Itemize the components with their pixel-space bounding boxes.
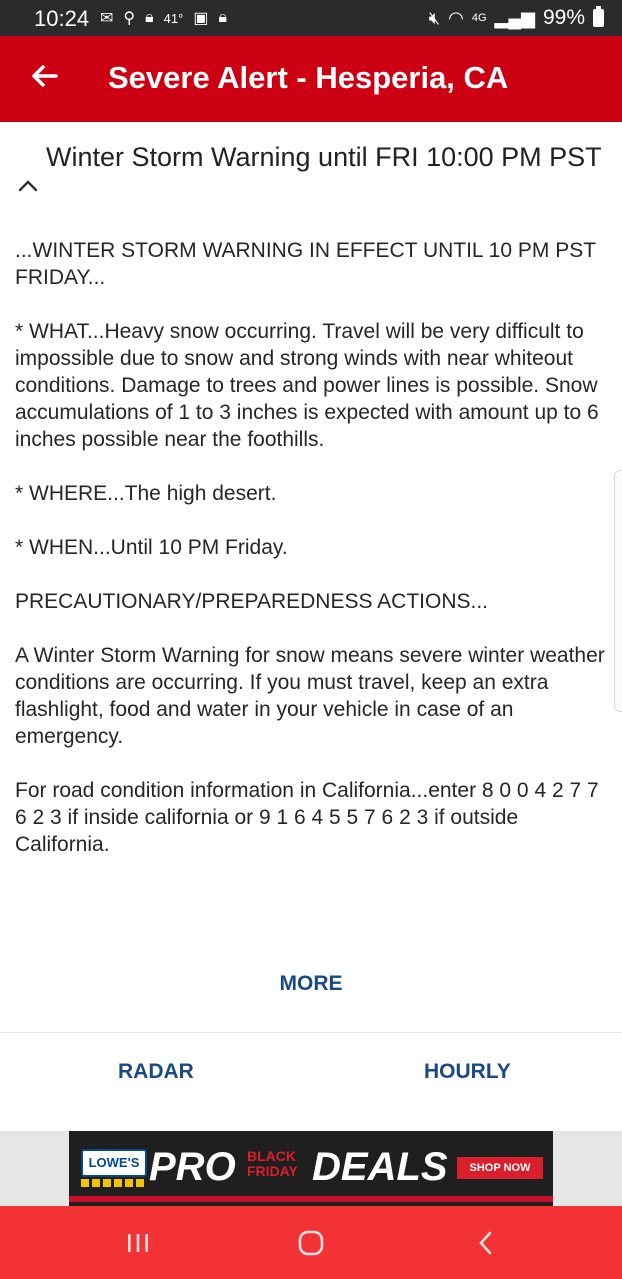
lowes-logo: LOWE'S — [81, 1149, 147, 1177]
status-bar — [0, 0, 622, 36]
alert-body — [15, 237, 610, 885]
lock-icon-2: 🔒︎ — [218, 9, 227, 26]
battery-icon — [593, 9, 604, 27]
ad-banner-area — [0, 1131, 622, 1206]
back-nav-button[interactable] — [466, 1228, 506, 1258]
mute-icon: 🔇︎ — [428, 7, 441, 28]
alert-paragraph: * WHERE...The high desert. — [15, 482, 277, 505]
radar-button[interactable]: RADAR — [118, 1060, 194, 1083]
alert-paragraph: PRECAUTIONARY/PREPAREDNESS ACTIONS... — [15, 590, 488, 613]
home-icon — [297, 1229, 325, 1257]
system-nav-bar — [0, 1206, 622, 1279]
signal-icon: ▂▄▆ — [494, 7, 535, 28]
back-button[interactable] — [26, 56, 66, 96]
temperature-text: 41° — [163, 10, 184, 26]
hourly-button[interactable]: HOURLY — [424, 1060, 511, 1083]
recent-apps-button[interactable] — [118, 1228, 158, 1258]
lock-icon: 🔒︎ — [145, 9, 154, 26]
more-button[interactable]: MORE — [279, 972, 343, 995]
mail-icon: ✉ — [100, 10, 114, 27]
network-type: 4G — [471, 12, 487, 24]
alert-paragraph: ...WINTER STORM WARNING IN EFFECT UNTIL 10 PM PST FRIDAY... — [15, 239, 596, 289]
chevron-up-icon[interactable] — [18, 178, 38, 192]
usb-icon: ⚲ — [123, 10, 136, 27]
status-time: 10:24 — [34, 6, 90, 31]
ad-deals-text: DEALS — [312, 1145, 448, 1189]
ad-banner[interactable] — [69, 1131, 553, 1206]
arrow-left-icon — [26, 56, 66, 96]
divider — [0, 1032, 622, 1033]
gallery-icon: ▣ — [193, 10, 209, 27]
chevron-left-icon — [474, 1229, 498, 1257]
app-bar — [0, 36, 622, 122]
alert-paragraph: A Winter Storm Warning for snow means severe winter weather conditions are occurring. If you must travel, keep an extra flashlight, food and water in your vehicle in case of an emergency. — [15, 644, 605, 748]
alert-paragraph: For road condition information in California...enter 8 0 0 4 2 7 7 6 2 3 if inside california or 9 1 6 4 5 5 7 6 2 3 if outside California. — [15, 779, 599, 856]
alert-title: Winter Storm Warning until FRI 10:00 PM PST — [46, 142, 602, 172]
shop-now-button[interactable]: SHOP NOW — [457, 1157, 543, 1179]
battery-percent: 99% — [542, 6, 585, 29]
edge-panel-handle[interactable] — [614, 470, 622, 712]
ad-stripe — [69, 1196, 553, 1202]
logo-stripes — [81, 1179, 147, 1187]
ad-pro-text: PRO — [149, 1145, 236, 1189]
alert-paragraph: * WHEN...Until 10 PM Friday. — [15, 536, 288, 559]
page-title: Severe Alert - Hesperia, CA — [108, 60, 509, 95]
wifi-icon: ◠ — [448, 7, 464, 28]
home-button[interactable] — [291, 1228, 331, 1258]
recent-apps-icon — [125, 1231, 151, 1255]
alert-paragraph: * WHAT...Heavy snow occurring. Travel will be very difficult to impossible due to snow and strong winds with near whiteout conditions. Damage to trees and power lines is possible. Snow accumulations of 1 to 3 inches is expected with amount up to 6 inches possible near the foothills. — [15, 320, 599, 451]
ad-black-friday: BLACK FRIDAY — [247, 1148, 298, 1179]
